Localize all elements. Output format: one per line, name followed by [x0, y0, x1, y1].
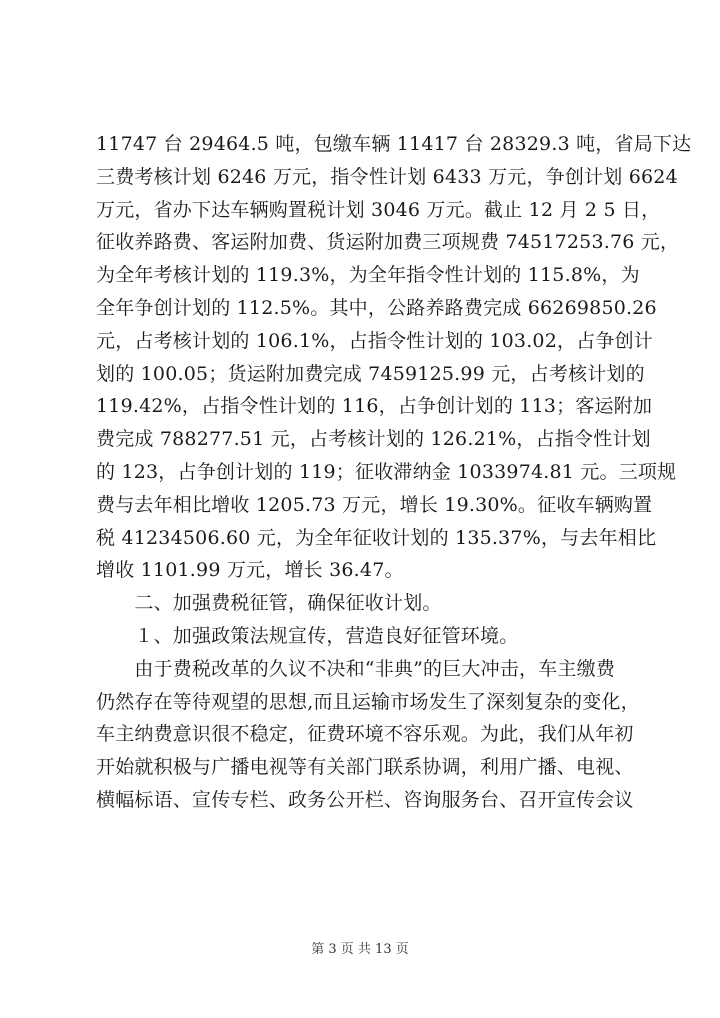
- text-line: 费完成 788277.51 元，占考核计划的 126.21%，占指令性计划: [96, 428, 651, 451]
- text-line: 11747 台 29464.5 吨，包缴车辆 11417 台 28329.3 吨，省局下达: [96, 133, 692, 155]
- text-line: 横幅标语、宣传专栏、政务公开栏、咨询服务台、召开宣传会议: [96, 788, 634, 811]
- text-line: 由于费税改革的久议不决和“非典”的巨大冲击，车主缴费: [96, 657, 616, 680]
- text-line: 三费考核计划 6246 万元，指令性计划 6433 万元，争创计划 6624: [96, 165, 678, 188]
- subsection-heading: １、加强政策法规宣传，营造良好征管环境。: [96, 624, 519, 647]
- text-line: 元，占考核计划的 106.1%，占指令性计划的 103.02，占争创计: [96, 329, 654, 352]
- text-line: 为全年考核计划的 119.3%，为全年指令性计划的 115.8%，为: [96, 264, 640, 287]
- text-line: 税 41234506.60 元，为全年征收计划的 135.37%，与去年相比: [96, 526, 657, 549]
- text-line: 119.42%，占指令性计划的 116，占争创计划的 113；客运附加: [96, 395, 653, 418]
- text-line: 划的 100.05；货运附加费完成 7459125.99 元，占考核计划的: [96, 362, 645, 385]
- body-text: [96, 128, 692, 817]
- text-line: 仍然存在等待观望的思想,而且运输市场发生了深刻复杂的变化，: [96, 690, 640, 713]
- text-line: 开始就积极与广播电视等有关部门联系协调，利用广播、电视、: [96, 756, 634, 779]
- text-line: 车主纳费意识很不稳定，征费环境不容乐观。为此，我们从年初: [96, 723, 634, 746]
- text-line: 的 123，占争创计划的 119；征收滞纳金 1033974.81 元。三项规: [96, 460, 677, 483]
- page-number-footer: 第 3 页 共 13 页: [311, 942, 409, 957]
- text-line: 全年争创计划的 112.5%。其中，公路养路费完成 66269850.26: [96, 296, 657, 319]
- text-line: 征收养路费、客运附加费、货运附加费三项规费 74517253.76 元，: [96, 231, 680, 254]
- text-line: 万元，省办下达车辆购置税计划 3046 万元。截止 12 月 2 5 日，: [96, 198, 661, 221]
- section-heading: 二、加强费税征管，确保征收计划。: [96, 592, 442, 615]
- text-line: 费与去年相比增收 1205.73 万元，增长 19.30%。征收车辆购置: [96, 493, 653, 516]
- text-line: 增收 1101.99 万元，增长 36.47。: [96, 559, 404, 582]
